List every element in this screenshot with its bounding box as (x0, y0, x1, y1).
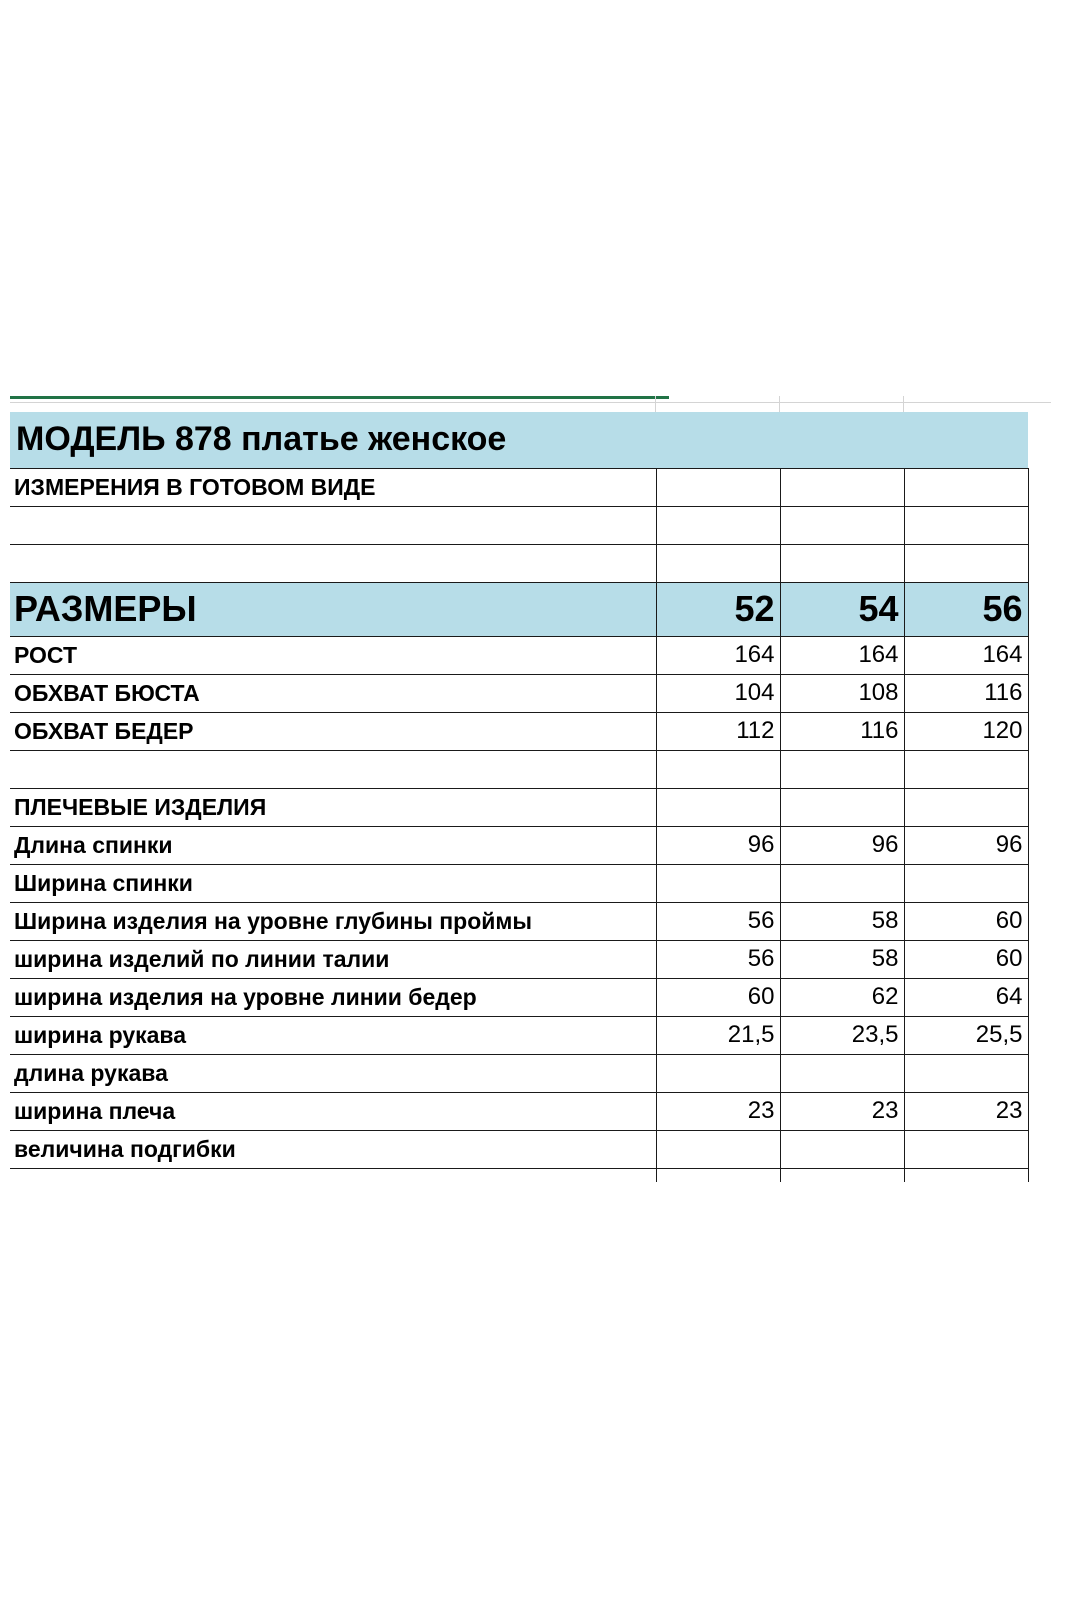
table-row (10, 978, 1028, 1016)
value-cell[interactable] (780, 1054, 904, 1092)
table-row (10, 1130, 1028, 1168)
row-label-cell[interactable]: величина подгибки (10, 1130, 656, 1168)
table-row (10, 674, 1028, 712)
spreadsheet-area (10, 396, 1051, 1204)
value-cell[interactable] (656, 864, 780, 902)
cell[interactable] (656, 506, 780, 544)
value-cell[interactable] (656, 788, 780, 826)
value-cell[interactable]: 116 (780, 712, 904, 750)
value-cell[interactable]: 60 (904, 940, 1028, 978)
row-label-cell[interactable]: Ширина спинки (10, 864, 656, 902)
size-header-cell[interactable]: 52 (656, 582, 780, 636)
value-cell[interactable] (780, 864, 904, 902)
value-cell[interactable]: 116 (904, 674, 1028, 712)
row-label-cell[interactable]: ширина изделий по линии талии (10, 940, 656, 978)
row-label-cell[interactable]: Длина спинки (10, 826, 656, 864)
value-cell[interactable]: 23,5 (780, 1016, 904, 1054)
value-cell[interactable]: 120 (904, 712, 1028, 750)
value-cell[interactable]: 56 (656, 902, 780, 940)
cell[interactable] (780, 468, 904, 506)
table-row (10, 940, 1028, 978)
value-cell[interactable] (904, 788, 1028, 826)
cell[interactable] (904, 506, 1028, 544)
row-label-cell[interactable]: ПЛЕЧЕВЫЕ ИЗДЕЛИЯ (10, 788, 656, 826)
cell[interactable] (904, 544, 1028, 582)
empty-row (10, 544, 1028, 582)
value-cell[interactable] (656, 750, 780, 788)
value-cell[interactable] (780, 750, 904, 788)
value-cell[interactable] (656, 1054, 780, 1092)
subtitle-row (10, 468, 1028, 506)
value-cell[interactable] (780, 1130, 904, 1168)
row-label-cell[interactable]: ширина изделия на уровне линии бедер (10, 978, 656, 1016)
value-cell[interactable]: 164 (780, 636, 904, 674)
sheet-title[interactable]: МОДЕЛЬ 878 платье женское (10, 412, 1028, 468)
sizes-label-cell[interactable]: РАЗМЕРЫ (10, 582, 656, 636)
table-row (10, 864, 1028, 902)
value-cell[interactable]: 164 (656, 636, 780, 674)
value-cell[interactable] (904, 1054, 1028, 1092)
gridline (655, 396, 656, 412)
row-label-cell[interactable]: Ширина изделия на уровне глубины проймы (10, 902, 656, 940)
row-label-cell[interactable] (10, 750, 656, 788)
value-cell[interactable] (904, 864, 1028, 902)
cell[interactable] (656, 468, 780, 506)
size-header-cell[interactable]: 54 (780, 582, 904, 636)
value-cell[interactable]: 60 (904, 902, 1028, 940)
row-label-cell[interactable]: РОСТ (10, 636, 656, 674)
subtitle-cell[interactable]: ИЗМЕРЕНИЯ В ГОТОВОМ ВИДЕ (10, 468, 656, 506)
cell[interactable] (780, 1168, 904, 1182)
table-row (10, 902, 1028, 940)
cell[interactable] (656, 1168, 780, 1182)
table-row (10, 712, 1028, 750)
cell[interactable] (780, 544, 904, 582)
table-row (10, 1054, 1028, 1092)
gridline (10, 402, 1051, 403)
value-cell[interactable] (780, 788, 904, 826)
cell[interactable] (904, 1168, 1028, 1182)
value-cell[interactable]: 96 (656, 826, 780, 864)
row-label-cell[interactable]: длина рукава (10, 1054, 656, 1092)
gridline (779, 396, 780, 412)
value-cell[interactable]: 96 (780, 826, 904, 864)
value-cell[interactable]: 23 (780, 1092, 904, 1130)
table-row (10, 826, 1028, 864)
empty-row (10, 506, 1028, 544)
value-cell[interactable] (904, 1130, 1028, 1168)
size-chart-table (10, 412, 1029, 1182)
cell[interactable] (780, 506, 904, 544)
cell[interactable] (10, 1168, 656, 1182)
cell[interactable] (10, 544, 656, 582)
value-cell[interactable]: 164 (904, 636, 1028, 674)
cell[interactable] (10, 506, 656, 544)
cell[interactable] (904, 468, 1028, 506)
row-label-cell[interactable]: ширина плеча (10, 1092, 656, 1130)
gridline-strip (10, 396, 1051, 412)
value-cell[interactable]: 23 (656, 1092, 780, 1130)
row-label-cell[interactable]: ОБХВАТ БЕДЕР (10, 712, 656, 750)
value-cell[interactable]: 58 (780, 902, 904, 940)
value-cell[interactable]: 23 (904, 1092, 1028, 1130)
selection-indicator (10, 396, 669, 399)
title-row (10, 412, 1028, 468)
partial-row (10, 1168, 1028, 1182)
sizes-header-row (10, 582, 1028, 636)
value-cell[interactable] (656, 1130, 780, 1168)
value-cell[interactable]: 60 (656, 978, 780, 1016)
table-row (10, 750, 1028, 788)
table-row (10, 1092, 1028, 1130)
table-row (10, 788, 1028, 826)
row-label-cell[interactable]: ОБХВАТ БЮСТА (10, 674, 656, 712)
table-row (10, 1016, 1028, 1054)
value-cell[interactable]: 112 (656, 712, 780, 750)
value-cell[interactable]: 21,5 (656, 1016, 780, 1054)
value-cell[interactable] (904, 750, 1028, 788)
cell[interactable] (656, 544, 780, 582)
value-cell[interactable]: 62 (780, 978, 904, 1016)
row-label-cell[interactable]: ширина рукава (10, 1016, 656, 1054)
value-cell[interactable]: 104 (656, 674, 780, 712)
gridline (903, 396, 904, 412)
value-cell[interactable]: 58 (780, 940, 904, 978)
value-cell[interactable]: 56 (656, 940, 780, 978)
value-cell[interactable]: 96 (904, 826, 1028, 864)
value-cell[interactable]: 108 (780, 674, 904, 712)
value-cell[interactable]: 25,5 (904, 1016, 1028, 1054)
table-row (10, 636, 1028, 674)
value-cell[interactable]: 64 (904, 978, 1028, 1016)
size-header-cell[interactable]: 56 (904, 582, 1028, 636)
